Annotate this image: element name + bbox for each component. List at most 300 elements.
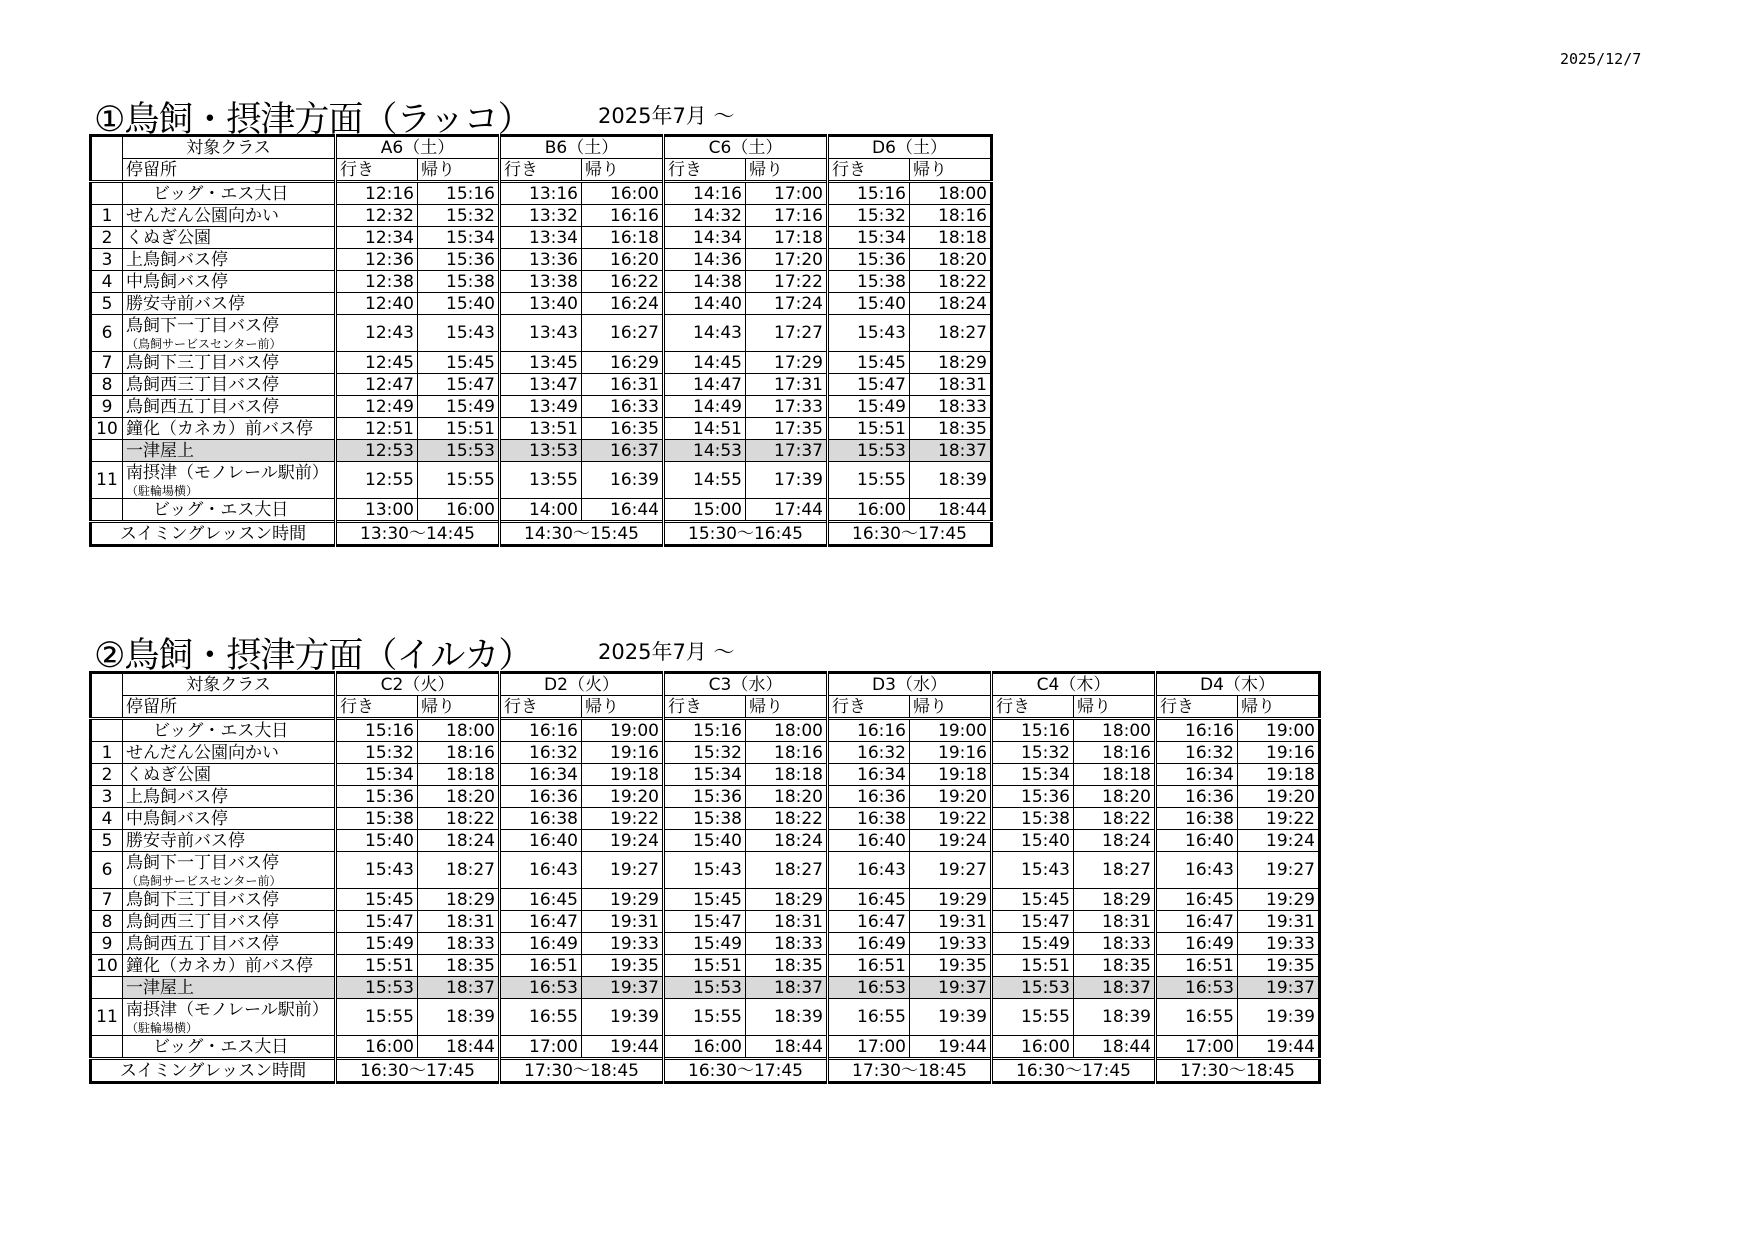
go-time: 16:40 bbox=[500, 830, 582, 852]
go-time: 12:43 bbox=[336, 315, 418, 352]
lesson-time-row bbox=[91, 522, 992, 546]
go-time: 12:16 bbox=[336, 182, 418, 205]
stop-name-sub: （駐輪場横） bbox=[126, 1021, 199, 1035]
back-time: 18:33 bbox=[1074, 933, 1156, 955]
go-label: 行き bbox=[1156, 696, 1238, 719]
back-time: 18:16 bbox=[746, 742, 828, 764]
go-label: 行き bbox=[336, 159, 418, 182]
go-time: 14:40 bbox=[664, 293, 746, 315]
header-row-direction bbox=[91, 696, 1320, 719]
go-time: 16:40 bbox=[1156, 830, 1238, 852]
go-time: 13:47 bbox=[500, 374, 582, 396]
back-time: 18:24 bbox=[1074, 830, 1156, 852]
go-time: 16:43 bbox=[1156, 852, 1238, 889]
table-row bbox=[91, 352, 992, 374]
stop-name-main: 南摂津（モノレール駅前） bbox=[126, 1000, 329, 1020]
back-time: 18:22 bbox=[746, 808, 828, 830]
back-time: 17:44 bbox=[746, 499, 828, 522]
class-name-header: A6（土） bbox=[336, 136, 500, 159]
go-time: 12:36 bbox=[336, 249, 418, 271]
go-time: 15:49 bbox=[664, 933, 746, 955]
lesson-time: 16:30～17:45 bbox=[336, 1059, 500, 1083]
stop-name: くぬぎ公園 bbox=[123, 227, 336, 249]
back-time: 18:31 bbox=[746, 911, 828, 933]
go-time: 15:36 bbox=[664, 786, 746, 808]
section-title-2: ②鳥飼・摂津方面（イルカ） bbox=[94, 636, 533, 676]
go-time: 15:40 bbox=[992, 830, 1074, 852]
go-time: 16:34 bbox=[828, 764, 910, 786]
back-time: 17:20 bbox=[746, 249, 828, 271]
go-time: 16:34 bbox=[1156, 764, 1238, 786]
back-time: 16:31 bbox=[582, 374, 664, 396]
stop-number bbox=[91, 719, 123, 742]
go-time: 12:53 bbox=[336, 440, 418, 462]
back-time: 18:37 bbox=[1074, 977, 1156, 999]
back-time: 16:29 bbox=[582, 352, 664, 374]
stop-number: 4 bbox=[91, 271, 123, 293]
table-row bbox=[91, 933, 1320, 955]
back-time: 18:00 bbox=[1074, 719, 1156, 742]
back-time: 18:27 bbox=[910, 315, 992, 352]
back-time: 16:16 bbox=[582, 205, 664, 227]
stop-number: 5 bbox=[91, 293, 123, 315]
stop-name-sub: （鳥飼サービスセンター前） bbox=[126, 874, 282, 888]
go-time: 12:38 bbox=[336, 271, 418, 293]
go-time: 16:32 bbox=[1156, 742, 1238, 764]
go-time: 16:36 bbox=[828, 786, 910, 808]
class-name-header: D4（木） bbox=[1156, 673, 1320, 696]
stop-name: ビッグ・エス大日 bbox=[123, 182, 336, 205]
back-time: 19:18 bbox=[1238, 764, 1320, 786]
stop-name: くぬぎ公園 bbox=[123, 764, 336, 786]
stop-name bbox=[123, 852, 336, 889]
stop-name-sub: （駐輪場横） bbox=[126, 484, 199, 498]
back-time: 17:39 bbox=[746, 462, 828, 499]
back-time: 16:35 bbox=[582, 418, 664, 440]
go-time: 15:45 bbox=[336, 889, 418, 911]
back-label: 帰り bbox=[746, 696, 828, 719]
stop-number: 5 bbox=[91, 830, 123, 852]
stop-name: 勝安寺前バス停 bbox=[123, 293, 336, 315]
back-time: 19:44 bbox=[1238, 1036, 1320, 1059]
table-row bbox=[91, 374, 992, 396]
go-time: 15:16 bbox=[828, 182, 910, 205]
go-time: 15:51 bbox=[664, 955, 746, 977]
stop-name: せんだん公園向かい bbox=[123, 742, 336, 764]
stop-name: 中鳥飼バス停 bbox=[123, 808, 336, 830]
class-name-header: D6（土） bbox=[828, 136, 992, 159]
class-name-header: C3（水） bbox=[664, 673, 828, 696]
stop-name: ビッグ・エス大日 bbox=[123, 499, 336, 522]
back-time: 19:22 bbox=[1238, 808, 1320, 830]
go-label: 行き bbox=[336, 696, 418, 719]
lesson-time: 17:30～18:45 bbox=[1156, 1059, 1320, 1083]
stop-name: 鳥飼西五丁目バス停 bbox=[123, 933, 336, 955]
back-label: 帰り bbox=[582, 696, 664, 719]
back-time: 17:27 bbox=[746, 315, 828, 352]
back-time: 19:31 bbox=[582, 911, 664, 933]
back-time: 18:39 bbox=[418, 999, 500, 1036]
back-time: 19:29 bbox=[582, 889, 664, 911]
go-time: 15:34 bbox=[664, 764, 746, 786]
back-time: 15:32 bbox=[418, 205, 500, 227]
back-time: 18:18 bbox=[418, 764, 500, 786]
go-time: 14:36 bbox=[664, 249, 746, 271]
go-time: 16:40 bbox=[828, 830, 910, 852]
go-time: 15:36 bbox=[336, 786, 418, 808]
stop-number bbox=[91, 182, 123, 205]
back-time: 18:29 bbox=[746, 889, 828, 911]
stop-label: 停留所 bbox=[123, 696, 336, 719]
section-title-1: ①鳥飼・摂津方面（ラッコ） bbox=[94, 100, 532, 140]
back-time: 19:33 bbox=[582, 933, 664, 955]
stop-number: 8 bbox=[91, 374, 123, 396]
table-row bbox=[91, 786, 1320, 808]
stop-number: 3 bbox=[91, 786, 123, 808]
back-time: 19:22 bbox=[582, 808, 664, 830]
back-time: 19:39 bbox=[1238, 999, 1320, 1036]
header-number-cell bbox=[91, 136, 123, 182]
go-time: 16:49 bbox=[828, 933, 910, 955]
go-time: 16:45 bbox=[500, 889, 582, 911]
go-time: 16:51 bbox=[1156, 955, 1238, 977]
print-date: 2025/12/7 bbox=[1560, 50, 1642, 68]
go-time: 13:53 bbox=[500, 440, 582, 462]
back-time: 15:45 bbox=[418, 352, 500, 374]
stop-name-main: 南摂津（モノレール駅前） bbox=[126, 463, 329, 483]
back-time: 19:37 bbox=[582, 977, 664, 999]
back-time: 18:00 bbox=[910, 182, 992, 205]
back-time: 18:44 bbox=[418, 1036, 500, 1059]
back-time: 19:37 bbox=[1238, 977, 1320, 999]
go-time: 15:43 bbox=[664, 852, 746, 889]
back-time: 15:51 bbox=[418, 418, 500, 440]
back-time: 18:39 bbox=[746, 999, 828, 1036]
lesson-time-label: スイミングレッスン時間 bbox=[91, 1059, 336, 1083]
back-time: 18:00 bbox=[418, 719, 500, 742]
back-time: 18:24 bbox=[418, 830, 500, 852]
go-time: 14:55 bbox=[664, 462, 746, 499]
stop-number: 9 bbox=[91, 933, 123, 955]
stop-number: 1 bbox=[91, 742, 123, 764]
timetable-rakko bbox=[89, 134, 993, 547]
back-time: 16:44 bbox=[582, 499, 664, 522]
back-label: 帰り bbox=[1074, 696, 1156, 719]
go-time: 16:36 bbox=[1156, 786, 1238, 808]
table-row bbox=[91, 440, 992, 462]
back-time: 19:35 bbox=[910, 955, 992, 977]
table-row bbox=[91, 462, 992, 499]
back-time: 19:18 bbox=[582, 764, 664, 786]
stop-number bbox=[91, 499, 123, 522]
back-time: 19:27 bbox=[910, 852, 992, 889]
back-time: 15:36 bbox=[418, 249, 500, 271]
go-time: 15:47 bbox=[828, 374, 910, 396]
go-time: 15:34 bbox=[828, 227, 910, 249]
go-time: 15:38 bbox=[992, 808, 1074, 830]
stop-number: 4 bbox=[91, 808, 123, 830]
go-label: 行き bbox=[664, 159, 746, 182]
go-time: 13:51 bbox=[500, 418, 582, 440]
back-time: 16:27 bbox=[582, 315, 664, 352]
go-label: 行き bbox=[828, 696, 910, 719]
stop-name bbox=[123, 462, 336, 499]
go-time: 16:55 bbox=[1156, 999, 1238, 1036]
back-time: 19:44 bbox=[910, 1036, 992, 1059]
stop-name: 鳥飼西三丁目バス停 bbox=[123, 374, 336, 396]
go-time: 16:16 bbox=[828, 719, 910, 742]
go-time: 16:43 bbox=[500, 852, 582, 889]
header-row-classes bbox=[91, 136, 992, 159]
back-time: 18:27 bbox=[746, 852, 828, 889]
go-time: 14:43 bbox=[664, 315, 746, 352]
go-time: 16:34 bbox=[500, 764, 582, 786]
go-time: 16:00 bbox=[828, 499, 910, 522]
go-time: 16:55 bbox=[828, 999, 910, 1036]
lesson-time: 13:30～14:45 bbox=[336, 522, 500, 546]
go-time: 17:00 bbox=[500, 1036, 582, 1059]
back-time: 16:39 bbox=[582, 462, 664, 499]
back-time: 17:24 bbox=[746, 293, 828, 315]
go-time: 12:45 bbox=[336, 352, 418, 374]
go-time: 15:55 bbox=[664, 999, 746, 1036]
back-time: 18:27 bbox=[418, 852, 500, 889]
back-label: 帰り bbox=[910, 696, 992, 719]
table-row bbox=[91, 315, 992, 352]
back-time: 19:44 bbox=[582, 1036, 664, 1059]
go-time: 16:16 bbox=[500, 719, 582, 742]
back-time: 19:31 bbox=[910, 911, 992, 933]
go-time: 16:47 bbox=[1156, 911, 1238, 933]
go-time: 15:55 bbox=[828, 462, 910, 499]
back-time: 18:20 bbox=[746, 786, 828, 808]
back-time: 18:39 bbox=[1074, 999, 1156, 1036]
stop-number bbox=[91, 440, 123, 462]
go-time: 16:36 bbox=[500, 786, 582, 808]
back-time: 19:29 bbox=[910, 889, 992, 911]
go-time: 13:34 bbox=[500, 227, 582, 249]
go-time: 13:36 bbox=[500, 249, 582, 271]
go-time: 12:32 bbox=[336, 205, 418, 227]
back-time: 19:20 bbox=[582, 786, 664, 808]
go-time: 16:49 bbox=[1156, 933, 1238, 955]
back-time: 19:37 bbox=[910, 977, 992, 999]
class-name-header: C2（火） bbox=[336, 673, 500, 696]
go-time: 15:47 bbox=[664, 911, 746, 933]
go-time: 16:45 bbox=[828, 889, 910, 911]
go-time: 16:51 bbox=[828, 955, 910, 977]
go-time: 15:34 bbox=[336, 764, 418, 786]
back-time: 18:44 bbox=[1074, 1036, 1156, 1059]
back-time: 18:35 bbox=[746, 955, 828, 977]
go-time: 12:47 bbox=[336, 374, 418, 396]
go-time: 12:49 bbox=[336, 396, 418, 418]
back-time: 16:00 bbox=[418, 499, 500, 522]
back-time: 19:00 bbox=[910, 719, 992, 742]
target-class-label: 対象クラス bbox=[123, 136, 336, 159]
go-time: 16:38 bbox=[828, 808, 910, 830]
go-time: 14:51 bbox=[664, 418, 746, 440]
back-label: 帰り bbox=[418, 159, 500, 182]
back-time: 19:16 bbox=[582, 742, 664, 764]
stop-number: 9 bbox=[91, 396, 123, 418]
back-time: 16:33 bbox=[582, 396, 664, 418]
back-label: 帰り bbox=[582, 159, 664, 182]
go-time: 14:32 bbox=[664, 205, 746, 227]
back-time: 18:37 bbox=[910, 440, 992, 462]
go-time: 16:16 bbox=[1156, 719, 1238, 742]
back-time: 17:16 bbox=[746, 205, 828, 227]
table-row bbox=[91, 911, 1320, 933]
lesson-time: 16:30～17:45 bbox=[992, 1059, 1156, 1083]
back-time: 17:31 bbox=[746, 374, 828, 396]
back-time: 16:20 bbox=[582, 249, 664, 271]
stop-number bbox=[91, 1036, 123, 1059]
back-time: 16:37 bbox=[582, 440, 664, 462]
back-time: 17:22 bbox=[746, 271, 828, 293]
back-time: 18:20 bbox=[1074, 786, 1156, 808]
back-time: 18:00 bbox=[746, 719, 828, 742]
back-time: 18:39 bbox=[910, 462, 992, 499]
stop-name: 勝安寺前バス停 bbox=[123, 830, 336, 852]
go-time: 16:43 bbox=[828, 852, 910, 889]
class-name-header: D3（水） bbox=[828, 673, 992, 696]
go-time: 16:51 bbox=[500, 955, 582, 977]
header-row-direction bbox=[91, 159, 992, 182]
stop-name: 鳥飼西三丁目バス停 bbox=[123, 911, 336, 933]
go-time: 16:00 bbox=[336, 1036, 418, 1059]
go-label: 行き bbox=[992, 696, 1074, 719]
back-time: 18:18 bbox=[910, 227, 992, 249]
table-row bbox=[91, 889, 1320, 911]
table-row bbox=[91, 1036, 1320, 1059]
back-time: 18:29 bbox=[418, 889, 500, 911]
go-time: 13:32 bbox=[500, 205, 582, 227]
stop-number: 11 bbox=[91, 462, 123, 499]
go-time: 16:00 bbox=[992, 1036, 1074, 1059]
go-time: 16:45 bbox=[1156, 889, 1238, 911]
go-time: 15:32 bbox=[664, 742, 746, 764]
back-time: 19:29 bbox=[1238, 889, 1320, 911]
go-time: 16:47 bbox=[828, 911, 910, 933]
back-time: 19:20 bbox=[910, 786, 992, 808]
lesson-time-row bbox=[91, 1059, 1320, 1083]
go-label: 行き bbox=[664, 696, 746, 719]
go-time: 12:55 bbox=[336, 462, 418, 499]
back-time: 18:22 bbox=[418, 808, 500, 830]
back-time: 19:24 bbox=[582, 830, 664, 852]
table-row bbox=[91, 205, 992, 227]
header-number-cell bbox=[91, 673, 123, 719]
back-time: 15:53 bbox=[418, 440, 500, 462]
go-time: 17:00 bbox=[1156, 1036, 1238, 1059]
go-time: 15:53 bbox=[336, 977, 418, 999]
back-time: 18:24 bbox=[910, 293, 992, 315]
class-name-header: B6（土） bbox=[500, 136, 664, 159]
table-row bbox=[91, 396, 992, 418]
back-time: 15:55 bbox=[418, 462, 500, 499]
stop-name-sub: （鳥飼サービスセンター前） bbox=[126, 337, 282, 351]
back-time: 18:16 bbox=[418, 742, 500, 764]
stop-number: 6 bbox=[91, 315, 123, 352]
go-time: 16:47 bbox=[500, 911, 582, 933]
go-time: 15:40 bbox=[336, 830, 418, 852]
back-time: 18:22 bbox=[910, 271, 992, 293]
back-time: 19:20 bbox=[1238, 786, 1320, 808]
stop-number: 2 bbox=[91, 764, 123, 786]
lesson-time: 16:30～17:45 bbox=[664, 1059, 828, 1083]
go-time: 13:55 bbox=[500, 462, 582, 499]
go-time: 15:45 bbox=[828, 352, 910, 374]
go-time: 15:40 bbox=[664, 830, 746, 852]
table-row bbox=[91, 999, 1320, 1036]
table-row bbox=[91, 249, 992, 271]
back-time: 18:31 bbox=[1074, 911, 1156, 933]
go-time: 15:32 bbox=[828, 205, 910, 227]
go-time: 15:51 bbox=[828, 418, 910, 440]
back-time: 18:31 bbox=[418, 911, 500, 933]
back-time: 17:33 bbox=[746, 396, 828, 418]
table-row bbox=[91, 977, 1320, 999]
target-class-label: 対象クラス bbox=[123, 673, 336, 696]
stop-name: 鳥飼西五丁目バス停 bbox=[123, 396, 336, 418]
back-time: 18:33 bbox=[746, 933, 828, 955]
lesson-time: 15:30～16:45 bbox=[664, 522, 828, 546]
go-time: 15:49 bbox=[336, 933, 418, 955]
go-time: 15:53 bbox=[992, 977, 1074, 999]
go-label: 行き bbox=[828, 159, 910, 182]
back-time: 18:22 bbox=[1074, 808, 1156, 830]
go-time: 15:47 bbox=[336, 911, 418, 933]
back-label: 帰り bbox=[418, 696, 500, 719]
go-time: 15:43 bbox=[828, 315, 910, 352]
go-time: 16:49 bbox=[500, 933, 582, 955]
table-row bbox=[91, 227, 992, 249]
back-time: 19:00 bbox=[1238, 719, 1320, 742]
go-time: 15:53 bbox=[664, 977, 746, 999]
stop-name-main: 鳥飼下一丁目バス停 bbox=[126, 316, 279, 336]
back-time: 18:20 bbox=[910, 249, 992, 271]
back-time: 16:00 bbox=[582, 182, 664, 205]
stop-number: 7 bbox=[91, 889, 123, 911]
back-time: 15:47 bbox=[418, 374, 500, 396]
go-time: 12:34 bbox=[336, 227, 418, 249]
go-time: 15:43 bbox=[992, 852, 1074, 889]
back-time: 18:29 bbox=[1074, 889, 1156, 911]
back-time: 18:44 bbox=[910, 499, 992, 522]
back-time: 19:31 bbox=[1238, 911, 1320, 933]
stop-number: 1 bbox=[91, 205, 123, 227]
stop-number: 6 bbox=[91, 852, 123, 889]
go-time: 15:43 bbox=[336, 852, 418, 889]
back-time: 15:16 bbox=[418, 182, 500, 205]
table-row bbox=[91, 808, 1320, 830]
back-time: 19:16 bbox=[1238, 742, 1320, 764]
table-row bbox=[91, 182, 992, 205]
back-time: 18:27 bbox=[1074, 852, 1156, 889]
back-label: 帰り bbox=[746, 159, 828, 182]
go-time: 14:47 bbox=[664, 374, 746, 396]
class-name-header: C4（木） bbox=[992, 673, 1156, 696]
back-label: 帰り bbox=[910, 159, 992, 182]
table-row bbox=[91, 955, 1320, 977]
stop-number: 2 bbox=[91, 227, 123, 249]
go-time: 16:32 bbox=[500, 742, 582, 764]
go-time: 13:43 bbox=[500, 315, 582, 352]
go-time: 15:38 bbox=[336, 808, 418, 830]
back-time: 16:18 bbox=[582, 227, 664, 249]
lesson-time-label: スイミングレッスン時間 bbox=[91, 522, 336, 546]
